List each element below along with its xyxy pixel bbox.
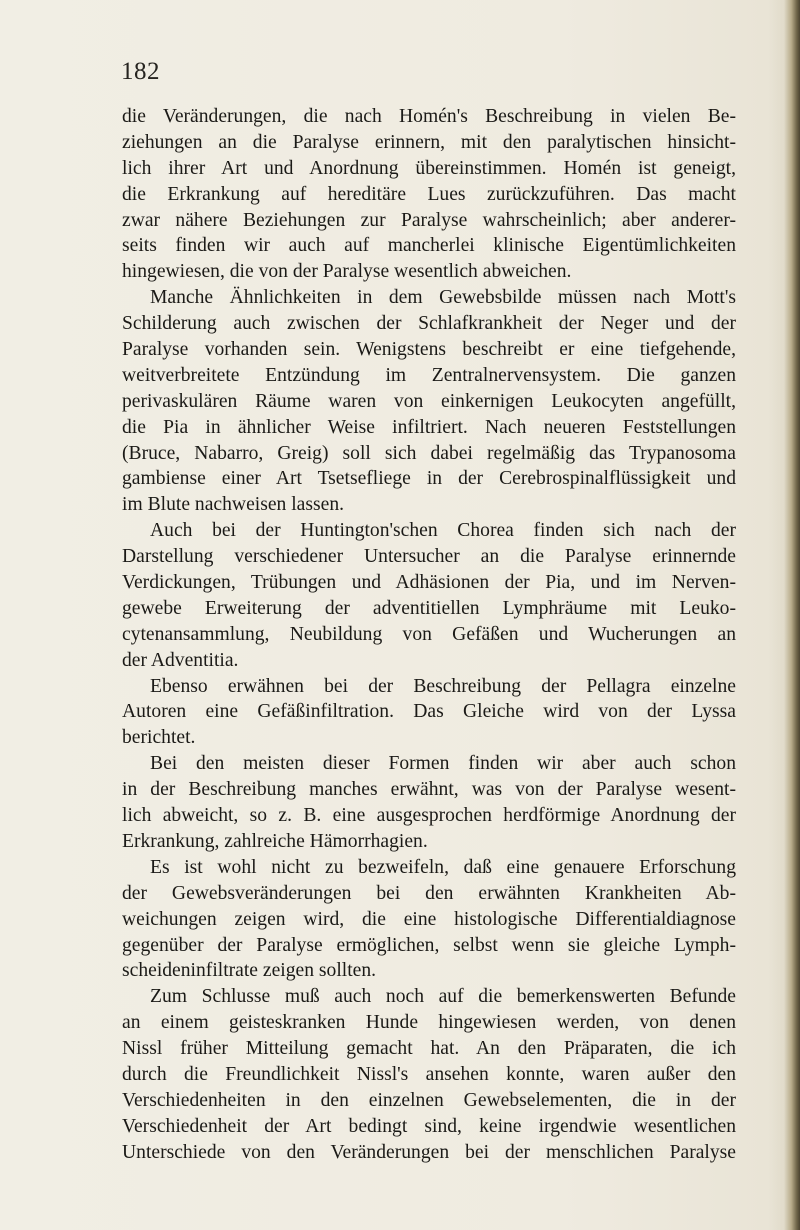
page-edge-shadow: [784, 0, 800, 1230]
text-line: im Blute nachweisen lassen.: [122, 494, 345, 516]
text-line: Autoren eine Gefäßinfiltration. Das Gleiche wird von der Lyssa: [122, 701, 736, 723]
text-line: durch die Freundlichkeit Nissl's ansehen konnte, waren außer den: [122, 1063, 736, 1085]
text-line: weichungen zeigen wird, die eine histologische Differentialdiagnose: [122, 908, 736, 930]
text-line: lich ihrer Art und Anordnung übereinstimmen. Homén ist geneigt,: [122, 157, 736, 179]
text-line: ziehungen an die Paralyse erinnern, mit den paralytischen hinsicht-: [122, 131, 736, 153]
text-line: perivaskulären Räume waren von einkernigen Leukocyten angefüllt,: [122, 390, 736, 412]
text-line: (Bruce, Nabarro, Greig) soll sich dabei regelmäßig das Trypanosoma: [122, 442, 736, 464]
text-line: Paralyse vorhanden sein. Wenigstens beschreibt er eine tiefgehende,: [122, 339, 736, 361]
text-line: Verdickungen, Trübungen und Adhäsionen der Pia, und im Nerven-: [122, 572, 736, 594]
text-line: Schilderung auch zwischen der Schlafkrankheit der Neger und der: [122, 313, 736, 335]
text-line: berichtet.: [122, 727, 196, 749]
text-line: Verschiedenheiten in den einzelnen Gewebselementen, die in der: [122, 1089, 736, 1111]
text-line: Bei den meisten dieser Formen finden wir aber auch schon: [150, 753, 736, 775]
text-line: cytenansammlung, Neubildung von Gefäßen und Wucherungen an: [122, 623, 736, 645]
text-line: Ebenso erwähnen bei der Beschreibung der Pellagra einzelne: [150, 675, 736, 697]
text-line: gambiense einer Art Tsetsefliege in der Cerebrospinalflüssigkeit und: [122, 468, 736, 490]
text-line: weitverbreitete Entzündung im Zentralnervensystem. Die ganzen: [122, 364, 736, 386]
body-text: [122, 104, 736, 1166]
text-line: die Veränderungen, die nach Homén's Beschreibung in vielen Be-: [122, 106, 736, 127]
text-line: Erkrankung, zahlreiche Hämorrhagien.: [122, 830, 428, 852]
text-line: Verschiedenheit der Art bedingt sind, keine irgendwie wesentlichen: [122, 1115, 736, 1137]
text-line: der Adventitia.: [122, 649, 239, 671]
text-line: Es ist wohl nicht zu bezweifeln, daß eine genauere Erforschung: [150, 856, 736, 878]
text-line: in der Beschreibung manches erwähnt, was von der Paralyse wesent-: [122, 779, 736, 801]
text-line: Manche Ähnlichkeiten in dem Gewebsbilde müssen nach Mott's: [150, 287, 736, 309]
text-line: Auch bei der Huntington'schen Chorea finden sich nach der: [150, 520, 736, 542]
text-line: Darstellung verschiedener Untersucher an die Paralyse erinnernde: [122, 546, 736, 568]
text-line: der Gewebsveränderungen bei den erwähnten Krankheiten Ab-: [122, 882, 736, 904]
text-line: hingewiesen, die von der Paralyse wesentlich abweichen.: [122, 261, 572, 283]
text-line: Unterschiede von den Veränderungen bei der menschlichen Paralyse: [122, 1141, 736, 1163]
page-number: 182: [121, 58, 160, 85]
text-line: gegenüber der Paralyse ermöglichen, selbst wenn sie gleiche Lymph-: [122, 934, 736, 956]
text-line: die Erkrankung auf hereditäre Lues zurückzuführen. Das macht: [122, 183, 736, 205]
text-line: scheideninfiltrate zeigen sollten.: [122, 960, 377, 982]
text-line: zwar nähere Beziehungen zur Paralyse wahrscheinlich; aber anderer-: [122, 209, 736, 231]
text-line: die Pia in ähnlicher Weise infiltriert. Nach neueren Feststellungen: [122, 416, 736, 438]
text-line: Zum Schlusse muß auch noch auf die bemerkenswerten Befunde: [150, 986, 736, 1008]
text-line: lich abweicht, so z. B. eine ausgesprochen herdförmige Anordnung der: [122, 805, 736, 827]
text-line: seits finden wir auch auf mancherlei klinische Eigentümlichkeiten: [122, 235, 736, 257]
text-line: Nissl früher Mitteilung gemacht hat. An den Präparaten, die ich: [122, 1038, 736, 1060]
text-line: gewebe Erweiterung der adventitiellen Lymphräume mit Leuko-: [122, 597, 736, 619]
text-line: an einem geisteskranken Hunde hingewiesen werden, von denen: [122, 1012, 736, 1034]
